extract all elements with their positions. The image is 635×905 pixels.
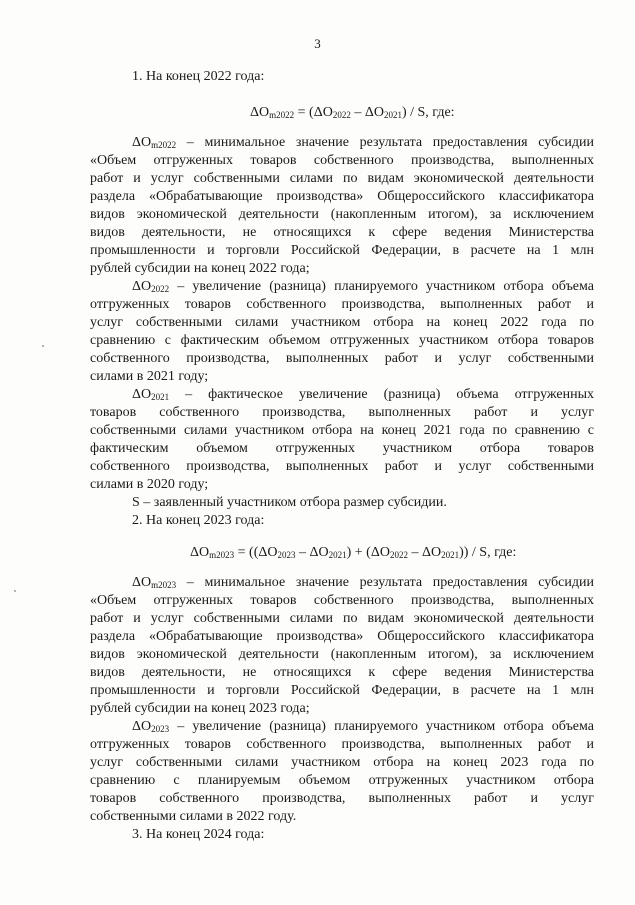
text-line: отгруженных товаров собственного производства, выполненных работ и xyxy=(90,737,594,752)
text-line: «Объем отгруженных товаров собственного производства, выполненных xyxy=(90,153,594,168)
first-line: $\Delta O_{2021}$ – фактическое увеличение (разница) объема отгруженных xyxy=(132,387,594,402)
scan-speck xyxy=(42,345,44,347)
text-line: товаров собственного производства, выполненных работ и услуг xyxy=(90,405,594,420)
text-line: товаров собственного производства, выполненных работ и услуг xyxy=(90,791,594,806)
definition-o2021 xyxy=(90,386,594,494)
definition-s: S – заявленный участником отбора размер субсидии. xyxy=(132,495,447,510)
first-line: $\Delta O_{2023}$ – увеличение (разница) планируемого участником отбора объема xyxy=(132,719,594,734)
text-line: рублей субсидии на конец 2023 года; xyxy=(90,701,310,716)
text-line: «Объем отгруженных товаров собственного производства, выполненных xyxy=(90,593,594,608)
definition-o2022 xyxy=(90,278,594,386)
formula-2: $\Delta O_{m2023} = ((\Delta O_{2023} - \Delta O_{2021}) + (\Delta O_{2022} - \Delta O_{2021})) / S$, где: xyxy=(190,545,517,560)
text-line: видов деятельности, не относящихся к сфере ведения Министерства xyxy=(90,225,594,240)
text-line: рублей субсидии на конец 2022 года; xyxy=(90,261,310,276)
text-line: собственными силами в 2022 году. xyxy=(90,809,297,824)
first-line: $\Delta O_{m2022}$ – минимальное значение результата предоставления субсидии xyxy=(132,135,594,150)
text-line: собственного производства, выполненных работ и услуг собственными xyxy=(90,459,594,474)
text-line: видов экономической деятельности (накопленным итогом), за исключением xyxy=(90,647,594,662)
text-line: силами в 2020 году; xyxy=(90,477,209,492)
text-line: отгруженных товаров собственного производства, выполненных работ и xyxy=(90,297,594,312)
text-line: видов деятельности, не относящихся к сфере ведения Министерства xyxy=(90,665,594,680)
text-line: раздела «Обрабатывающие производства» Общероссийского классификатора xyxy=(90,189,594,204)
text-line: собственного производства, выполненных работ и услуг собственными xyxy=(90,351,594,366)
text-line: услуг собственными силами участником отбора на конец 2023 года по xyxy=(90,755,594,770)
text-line: работ и услуг собственными силами по видам экономической деятельности xyxy=(90,171,594,186)
definition-om2022 xyxy=(90,134,594,278)
formula-1: $\Delta O_{m2022} = (\Delta O_{2022} - \Delta O_{2021}) / S$, где: xyxy=(250,105,455,120)
definition-o2023 xyxy=(90,718,594,826)
text-line: промышленности и торговли Российской Федерации, в расчете на 1 млн xyxy=(90,683,594,698)
section-3-heading: 3. На конец 2024 года: xyxy=(132,827,265,842)
text-line: услуг собственными силами участником отбора на конец 2022 года по xyxy=(90,315,594,330)
text-line: сравнению с планируемым объемом отгруженных участником отбора xyxy=(90,773,594,788)
page-number: 3 xyxy=(314,36,321,51)
text-line: фактическим объемом отгруженных участником отбора товаров xyxy=(90,441,594,456)
text-line: собственными силами участником отбора на конец 2021 года по сравнению с xyxy=(90,423,594,438)
section-2-heading: 2. На конец 2023 года: xyxy=(132,513,265,528)
text-line: работ и услуг собственными силами по видам экономической деятельности xyxy=(90,611,594,626)
first-line: $\Delta O_{m2023}$ – минимальное значение результата предоставления субсидии xyxy=(132,575,594,590)
definition-om2023 xyxy=(90,574,594,718)
text-line: раздела «Обрабатывающие производства» Общероссийского классификатора xyxy=(90,629,594,644)
section-1-heading: 1. На конец 2022 года: xyxy=(132,69,265,84)
text-line: сравнению с фактическим объемом отгруженных участником отбора товаров xyxy=(90,333,594,348)
text-line: видов экономической деятельности (накопленным итогом), за исключением xyxy=(90,207,594,222)
first-line: $\Delta O_{2022}$ – увеличение (разница) планируемого участником отбора объема xyxy=(132,279,594,294)
text-line: промышленности и торговли Российской Федерации, в расчете на 1 млн xyxy=(90,243,594,258)
text-line: силами в 2021 году; xyxy=(90,369,209,384)
scan-speck xyxy=(14,590,16,592)
